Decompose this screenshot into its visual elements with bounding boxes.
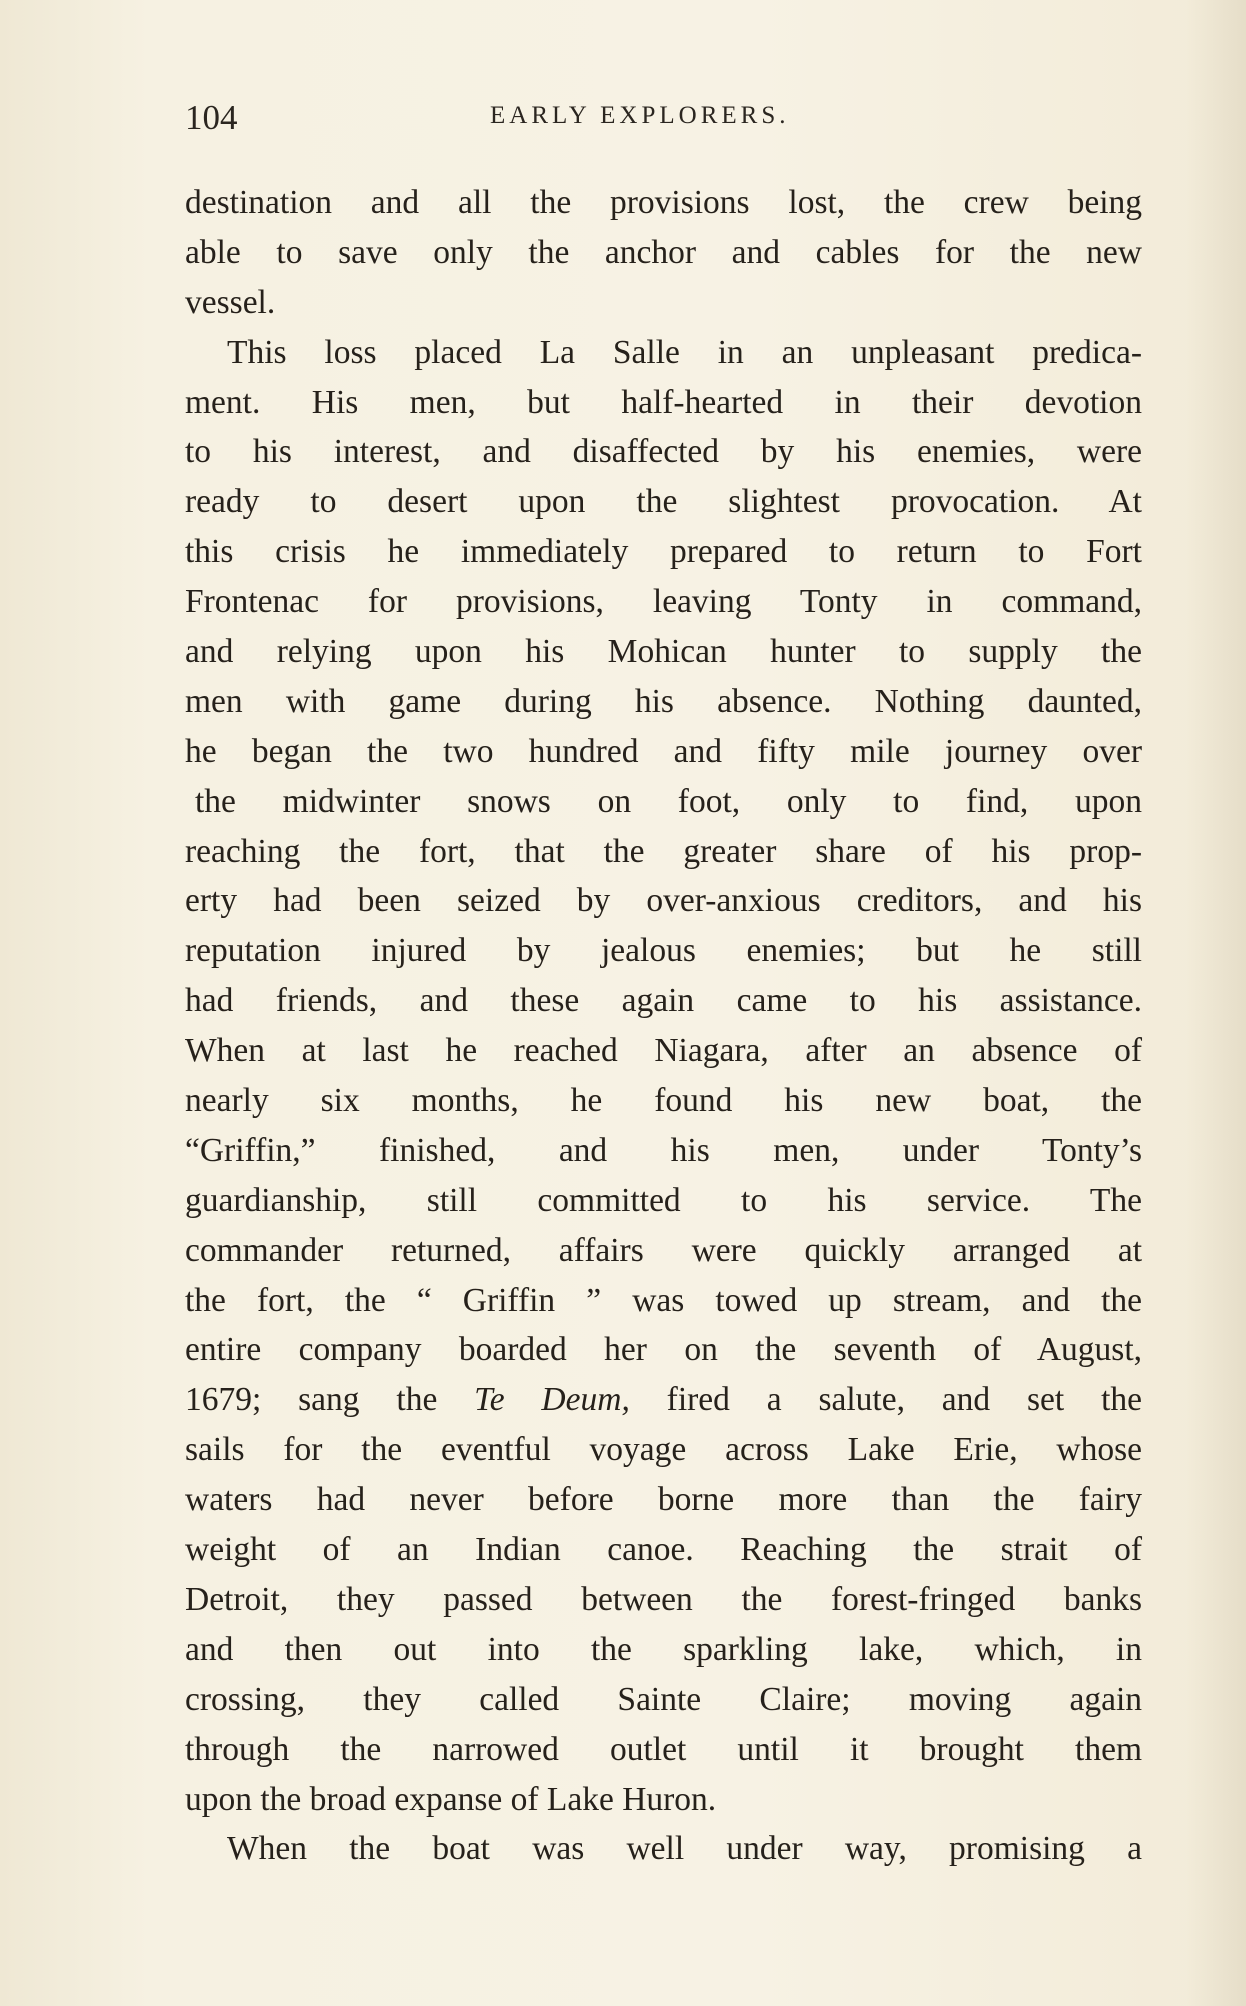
text-line-with-italic bbox=[185, 1375, 1142, 1425]
text-line: and relying upon his Mohican hunter to supply the bbox=[185, 633, 1142, 671]
text-line: entire company boarded her on the seventh of August, bbox=[185, 1331, 1142, 1369]
text-line: waters had never before borne more than the fairy bbox=[185, 1481, 1142, 1519]
text-line: guardianship, still committed to his service. The bbox=[185, 1181, 1142, 1219]
text-line: to his interest, and disaffected by his enemies, were bbox=[185, 433, 1142, 471]
text-run: fired a salute, and set the bbox=[629, 1381, 1143, 1419]
text-line: and then out into the sparkling lake, which, in bbox=[185, 1630, 1142, 1668]
text-line: the midwinter snows on foot, only to find, upon bbox=[195, 782, 1142, 820]
text-line: had friends, and these again came to his assistance. bbox=[185, 982, 1142, 1020]
text-line: able to save only the anchor and cables for the new bbox=[185, 233, 1142, 271]
text-line: this crisis he immediately prepared to return to Fort bbox=[185, 533, 1142, 571]
text-line: reputation injured by jealous enemies; but he still bbox=[185, 932, 1142, 970]
text-line: Detroit, they passed between the forest-fringed banks bbox=[185, 1580, 1142, 1618]
text-line: crossing, they called Sainte Claire; moving again bbox=[185, 1680, 1142, 1718]
text-line: erty had been seized by over-anxious creditors, and his bbox=[185, 882, 1142, 920]
text-run: 1679; sang the bbox=[185, 1381, 475, 1419]
text-line: he began the two hundred and fifty mile journey over bbox=[185, 732, 1142, 770]
text-line: ready to desert upon the slightest provocation. At bbox=[185, 483, 1142, 521]
text-line: commander returned, affairs were quickly arranged at bbox=[185, 1231, 1142, 1269]
italic-title: Te Deum, bbox=[474, 1381, 630, 1419]
running-title: EARLY EXPLORERS. bbox=[490, 102, 790, 129]
text-line: ment. His men, but half-hearted in their devotion bbox=[185, 383, 1142, 421]
text-line: vessel. bbox=[185, 283, 276, 321]
text-line: the fort, the “ Griffin ” was towed up stream, and the bbox=[185, 1281, 1142, 1319]
text-line: men with game during his absence. Nothing daunted, bbox=[185, 682, 1142, 720]
body-text bbox=[185, 178, 1142, 1874]
text-line: “Griffin,” finished, and his men, under Tonty’s bbox=[185, 1131, 1142, 1169]
text-line: upon the broad expanse of Lake Huron. bbox=[185, 1780, 717, 1818]
page-number: 104 bbox=[185, 98, 238, 137]
text-line: reaching the fort, that the greater share of his prop- bbox=[185, 832, 1142, 870]
paragraph-start-line: When the boat was well under way, promising a bbox=[227, 1830, 1142, 1868]
text-line: When at last he reached Niagara, after an absence of bbox=[185, 1032, 1142, 1070]
text-line: destination and all the provisions lost, the crew being bbox=[185, 184, 1142, 221]
running-head bbox=[185, 92, 1145, 148]
text-line: sails for the eventful voyage across Lake Erie, whose bbox=[185, 1431, 1142, 1469]
text-line: nearly six months, he found his new boat, the bbox=[185, 1082, 1142, 1120]
paragraph-start-line: This loss placed La Salle in an unpleasant predica- bbox=[227, 333, 1142, 371]
text-line: Frontenac for provisions, leaving Tonty in command, bbox=[185, 583, 1142, 621]
text-line: through the narrowed outlet until it brought them bbox=[185, 1730, 1142, 1768]
text-line: weight of an Indian canoe. Reaching the strait of bbox=[185, 1531, 1142, 1569]
page-edge-shadow bbox=[1186, 0, 1246, 2006]
